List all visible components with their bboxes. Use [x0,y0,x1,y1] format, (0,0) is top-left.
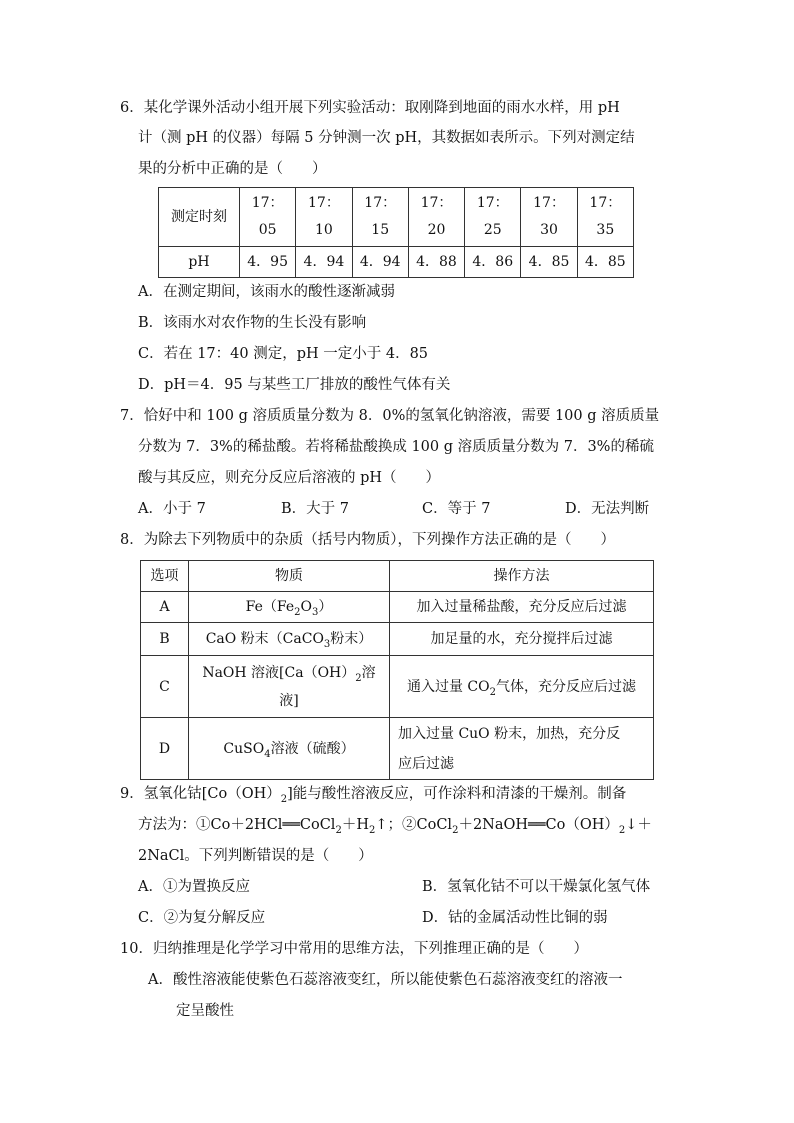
q10-option-a-line2: 定呈酸性 [176,1003,234,1019]
q6-line3: 果的分析中正确的是（ ） [138,161,327,177]
table-row [141,561,654,592]
q6-option-c: C．若在 17：40 测定，pH 一定小于 4．85 [138,346,429,362]
time-cell: 17： 15 [352,188,408,247]
q9-option-a: A．①为置换反应 [138,879,250,895]
row-method: 通入过量 $CO_2$气体，充分反应后过滤 [390,656,654,718]
q7-option-a: A．小于 7 [138,501,206,517]
time-cell: 17： 30 [521,188,577,247]
time-cell: 17： 35 [577,188,633,247]
q6-line2: 计（测 pH 的仪器）每隔 5 分钟测一次 pH，其数据如表所示。下列对测定结 [138,130,635,146]
q7-line2: 分数为 7．3%的稀盐酸。若将稀盐酸换成 100 g 溶质质量分数为 7．3%的稀硫 [138,439,654,455]
row-option: D [141,718,189,780]
header-option: 选项 [141,561,189,592]
row-option: B [141,623,189,656]
q10-stem: 10．归纳推理是化学学习中常用的思维方法，下列推理正确的是（ ） [120,941,588,957]
row-substance: CuSO$_4$溶液（硫酸） [189,718,390,780]
q6-option-a: A．在测定期间，该雨水的酸性逐渐减弱 [138,284,395,300]
q9-line1: 9．氢氧化钴$[Co(OH)_2]$能与酸性溶液反应，可作涂料和清漆的干燥剂。制备 [120,786,627,805]
ph-cell: 4．94 [352,247,408,278]
ph-cell: 4．86 [465,247,521,278]
time-cell: 17： 05 [240,188,296,247]
row-method: 加入过量稀盐酸，充分反应后过滤 [390,592,654,623]
row-substance: $Fe(Fe_2O_3)$ [189,592,390,623]
impurity-table [140,560,654,780]
q7-option-d: D．无法判断 [565,501,650,517]
header-substance: 物质 [189,561,390,592]
time-cell: 17： 10 [296,188,352,247]
row-method: 加足量的水，充分搅拌后过滤 [390,623,654,656]
table-row [159,188,634,247]
ph-cell: 4．85 [521,247,577,278]
ph-cell: 4．85 [577,247,633,278]
table-row [159,247,634,278]
row-method: 加入过量 CuO 粉末，加热，充分反 应后过滤 [390,718,654,780]
ph-table-time-label: 测定时刻 [159,188,240,247]
ph-table [158,187,634,278]
ph-cell: 4．94 [296,247,352,278]
q7-option-b: B．大于 7 [281,501,349,517]
ph-label: pH [159,247,240,278]
q9-line3: 2NaCl。下列判断错误的是（ ） [138,848,373,864]
row-substance: CaO 粉末（CaCO$_3$粉末） [189,623,390,656]
header-method: 操作方法 [390,561,654,592]
time-cell: 17： 20 [408,188,464,247]
table-row [141,592,654,623]
q9-option-d: D．钴的金属活动性比铜的弱 [422,910,608,926]
q6-option-d: D．pH＝4．95 与某些工厂排放的酸性气体有关 [138,377,451,393]
q6-option-b: B．该雨水对农作物的生长没有影响 [138,315,367,331]
ph-cell: 4．88 [408,247,464,278]
row-substance: NaOH 溶液[$Ca(OH)_2$溶 液] [189,656,390,718]
q6-line1: 6．某化学课外活动小组开展下列实验活动：取刚降到地面的雨水水样，用 pH [120,100,620,116]
ph-cell: 4．95 [240,247,296,278]
q9-option-b: B．氢氧化钴不可以干燥氯化氢气体 [422,879,651,895]
time-cell: 17： 25 [465,188,521,247]
q9-option-c: C．②为复分解反应 [138,910,266,926]
q7-line1: 7．恰好中和 100 g 溶质质量分数为 8．0%的氢氧化钠溶液，需要 100 g 溶质质量 [120,408,660,424]
row-option: A [141,592,189,623]
table-row [141,656,654,718]
q7-line3: 酸与其反应，则充分反应后溶液的 pH（ ） [138,470,441,486]
table-row [141,718,654,780]
table-row [141,623,654,656]
q7-option-c: C．等于 7 [422,501,491,517]
q10-option-a-line1: A．酸性溶液能使紫色石蕊溶液变红，所以能使紫色石蕊溶液变红的溶液一 [148,972,623,988]
q8-stem: 8．为除去下列物质中的杂质（括号内物质），下列操作方法正确的是（ ） [120,532,615,548]
row-option: C [141,656,189,718]
q9-line2: 方法为：$①Co+2HCl══CoCl_2+H_2↑$；$②CoCl_2+2NaOH══Co(OH)_2↓+$ [138,817,652,836]
